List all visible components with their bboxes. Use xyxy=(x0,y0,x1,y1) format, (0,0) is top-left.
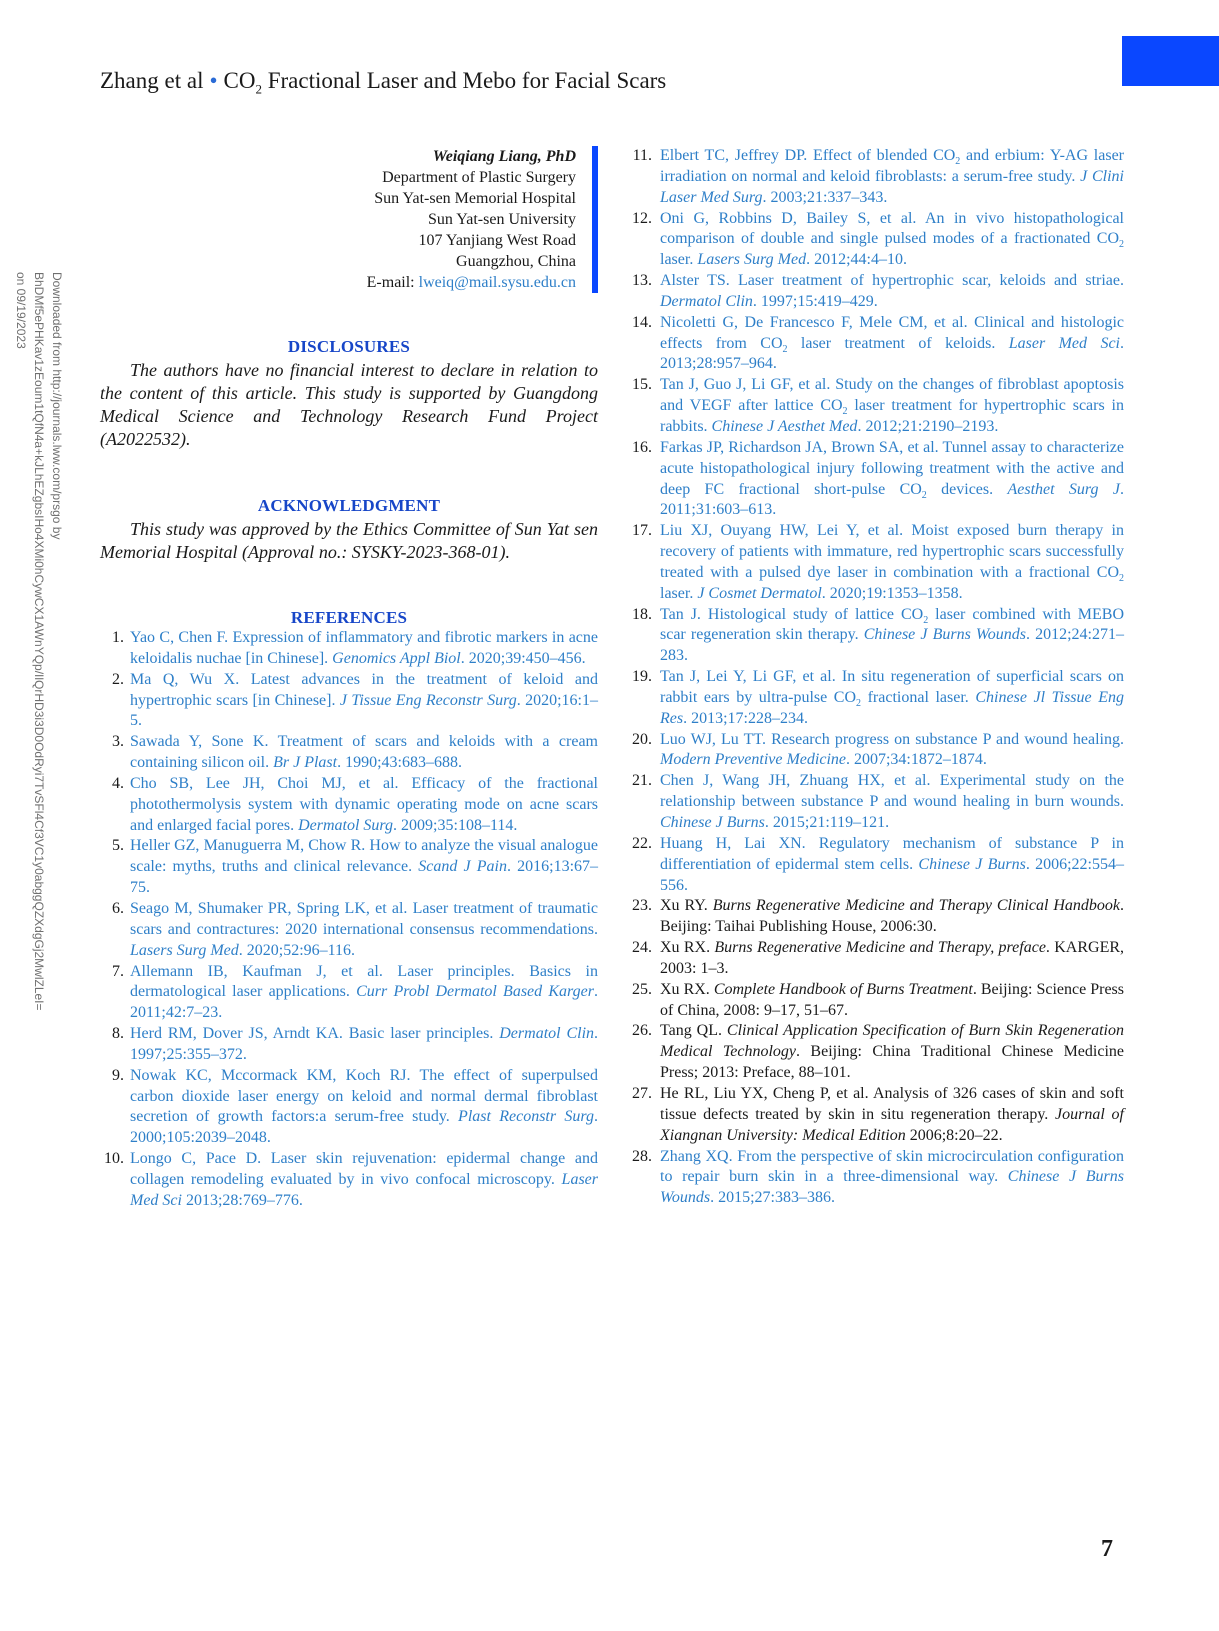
reference-item[interactable] xyxy=(100,670,598,733)
reference-body xyxy=(130,775,598,834)
reference-item[interactable] xyxy=(626,313,1124,376)
reference-body xyxy=(660,376,1124,435)
reference-citation: . 2012;21:2190–2193. xyxy=(857,417,999,435)
reference-authors-title: Luo WJ, Lu TT. Research progress on substance P and wound healing. xyxy=(660,730,1124,748)
reference-item xyxy=(626,980,1124,1022)
address-line: 107 Yanjiang West Road xyxy=(418,232,576,249)
reference-authors-title: Farkas JP, Richardson JA, Brown SA, et al. Tunnel assay to characterize acute histopathological injury following treatment with the active and deep FC fractional short-pulse $CO_2$ devices. xyxy=(660,438,1124,501)
reference-number: 20. xyxy=(632,730,652,748)
reference-authors-title: Huang H, Lai XN. Regulatory mechanism of substance P in differentiation of epidermal stem cells. xyxy=(660,834,1124,873)
reference-body xyxy=(660,272,1124,310)
right-column xyxy=(626,146,1124,1209)
reference-authors-title: Tan J, Guo J, Li GF, et al. Study on the changes of fibroblast apoptosis and VEGF after lattice $CO_2$ laser treatment for hypertrophic scars in rabbits. xyxy=(660,376,1124,435)
reference-body xyxy=(130,1067,598,1147)
reference-number: 7. xyxy=(112,962,124,980)
reference-journal: Chinese J Aesthet Med xyxy=(711,417,858,435)
reference-authors-title: Cho SB, Lee JH, Choi MJ, et al. Efficacy of the fractional photothermolysis system with dynamic operating mode on acne scars and enlarged facial pores. xyxy=(130,774,598,834)
address-line: Department of Plastic Surgery xyxy=(382,169,576,186)
reference-number: 13. xyxy=(632,272,652,290)
reference-number: 11. xyxy=(632,147,652,164)
reference-number: 5. xyxy=(112,837,124,855)
reference-citation: . 2009;35:108–114. xyxy=(393,816,518,834)
reference-body xyxy=(660,210,1124,269)
reference-number: 8. xyxy=(112,1025,124,1043)
running-head xyxy=(100,68,666,98)
reference-number: 2. xyxy=(112,670,124,688)
reference-citation: . Beijing: Science Press of China, 2008: 9–17, 51–67. xyxy=(660,980,1125,1019)
reference-body xyxy=(130,733,598,771)
reference-item[interactable] xyxy=(100,1149,598,1212)
reference-journal: Dermatol Clin xyxy=(499,1025,595,1043)
reference-item[interactable] xyxy=(626,1147,1124,1210)
reference-authors-title: Herd RM, Dover JS, Arndt KA. Basic laser principles. xyxy=(130,1025,500,1043)
acknowledgment-heading: ACKNOWLEDGMENT xyxy=(257,496,441,515)
reference-authors-title: Chen J, Wang JH, Zhuang HX, et al. Experimental study on the relationship between substance P and wound healing in burn wounds. xyxy=(660,772,1124,811)
reference-journal: Chinese J Burns Wounds xyxy=(660,1168,1124,1207)
reference-citation: . 1990;43:683–688. xyxy=(337,754,462,772)
reference-item[interactable] xyxy=(100,836,598,899)
reference-journal: Chinese J Burns xyxy=(660,814,765,831)
reference-citation: . 1997;25:355–372. xyxy=(130,1025,599,1063)
reference-journal: Modern Preventive Medicine xyxy=(660,751,846,769)
reference-body xyxy=(660,606,1124,665)
acknowledgment-text: This study was approved by the Ethics Committee of Sun Yat sen Memorial Hospital (Approval no.: SYSKY-2023-368-01). xyxy=(100,519,598,562)
reference-citation: . 2015;27:383–386. xyxy=(710,1189,835,1207)
reference-body xyxy=(130,1025,598,1063)
reference-journal: Complete Handbook of Burns Treatment xyxy=(713,980,973,998)
reference-citation: . 2020;39:450–456. xyxy=(460,649,586,667)
reference-authors-title: Elbert TC, Jeffrey DP. Effect of blended $CO_2$ and erbium: Y-AG laser irradiation on normal and keloid fibroblasts: a serum-free study. xyxy=(660,147,1124,185)
reference-journal: Dermatol Clin xyxy=(660,292,753,310)
reference-body xyxy=(660,1148,1124,1207)
reference-journal: Burns Regenerative Medicine and Therapy Clinical Handbook xyxy=(712,897,1120,915)
reference-citation: . Beijing: Taihai Publishing House, 2006:30. xyxy=(660,897,1124,936)
reference-journal: Dermatol Surg xyxy=(298,816,394,834)
reference-item[interactable] xyxy=(626,375,1124,438)
reference-authors-title: He RL, Liu YX, Cheng P, et al. Analysis of 326 cases of skin and soft tissue defects treated by skin in situ regeneration therapy. xyxy=(660,1084,1124,1123)
reference-journal: Br J Plast xyxy=(273,754,338,772)
reference-journal: Laser Med Sci xyxy=(1008,334,1120,352)
reference-authors-title: Nowak KC, Mccormack KM, Koch RJ. The effect of superpulsed carbon dioxide laser energy on keloid and normal dermal fibroblast secretion of growth factors:a serum-free study. xyxy=(130,1066,598,1126)
reference-citation: . 2020;16:1–5. xyxy=(130,691,598,730)
reference-item[interactable] xyxy=(100,962,598,1025)
reference-journal: Curr Probl Dermatol Based Karger xyxy=(356,983,594,1001)
reference-number: 18. xyxy=(632,605,652,623)
reference-authors-title: Alster TS. Laser treatment of hypertrophic scar, keloids and striae. xyxy=(660,272,1124,290)
reference-number: 12. xyxy=(632,209,652,227)
reference-journal: Laser Med Sci xyxy=(130,1170,598,1209)
reference-body xyxy=(660,147,1124,206)
reference-body xyxy=(660,939,1124,977)
running-head-authors: Zhang et al xyxy=(100,68,204,93)
address-line: Sun Yat-sen Memorial Hospital xyxy=(374,190,576,207)
references-heading: REFERENCES xyxy=(290,608,408,627)
reference-authors-title: Tan J. Histological study of lattice $CO_2$ laser combined with MEBO scar regeneration skin therapy. xyxy=(660,605,1124,644)
reference-item[interactable] xyxy=(626,438,1124,521)
reference-citation: . 2020;19:1353–1358. xyxy=(821,584,963,602)
reference-item xyxy=(626,896,1124,938)
reference-item[interactable] xyxy=(100,899,598,962)
reference-number: 3. xyxy=(112,733,124,751)
running-head-title: Fractional Laser and Mebo for Facial Scars xyxy=(261,68,667,93)
reference-journal: Scand J Pain xyxy=(418,858,507,876)
reference-citation: . 2006;22:554–556. xyxy=(660,855,1125,894)
reference-body xyxy=(130,671,598,730)
address-line: Sun Yat-sen University xyxy=(427,211,576,228)
reference-number: 16. xyxy=(632,438,652,456)
reference-list-right xyxy=(626,146,1124,1209)
reference-journal: Chinese Jl Tissue Eng Res xyxy=(660,688,1124,727)
reference-journal: Lasers Surg Med xyxy=(697,251,807,269)
reference-number: 14. xyxy=(632,313,652,331)
reference-number: 10. xyxy=(104,1150,124,1168)
author-name: Weiqiang Liang, PhD xyxy=(432,148,576,165)
reference-citation: . 2013;17:228–234. xyxy=(683,709,808,727)
reference-body xyxy=(660,772,1124,831)
reference-item[interactable] xyxy=(100,732,598,774)
disclosures-heading: DISCLOSURES xyxy=(287,337,411,356)
reference-citation: 2013;28:769–776. xyxy=(181,1191,303,1209)
reference-authors-title: Sawada Y, Sone K. Treatment of scars and keloids with a cream containing silicon oil. xyxy=(130,733,598,772)
reference-item xyxy=(626,1084,1124,1147)
reference-citation: . 1997;15:419–429. xyxy=(752,292,878,310)
reference-item[interactable] xyxy=(626,771,1124,834)
reference-citation: . 2013;28:957–964. xyxy=(660,334,1124,373)
reference-body xyxy=(660,1022,1124,1081)
reference-citation: . 2015;21:119–121. xyxy=(764,814,890,831)
reference-number: 26. xyxy=(632,1022,652,1040)
reference-number: 19. xyxy=(632,668,652,686)
reference-number: 27. xyxy=(632,1084,652,1102)
reference-citation: . 2003;21:337–343. xyxy=(762,188,888,206)
bullet-separator-icon: • xyxy=(209,68,218,93)
reference-citation: . 2012;44:4–10. xyxy=(806,251,907,269)
reference-authors-title: Xu RX. xyxy=(660,939,715,957)
reference-authors-title: Allemann IB, Kaufman J, et al. Laser principles. Basics in dermatological laser applications. xyxy=(130,962,598,1001)
reference-authors-title: Liu XJ, Ouyang HW, Lei Y, et al. Moist exposed burn therapy in recovery of patients with immature, red hypertrophic scars successfully treated with a pulsed dye laser in combination with a fractional $CO_2$ laser. xyxy=(660,522,1124,602)
page-number: 7 xyxy=(1101,1536,1113,1562)
reference-journal: Journal of Xiangnan University: Medical Edition xyxy=(660,1105,1125,1144)
reference-authors-title: Tang QL. xyxy=(660,1022,727,1040)
reference-number: 24. xyxy=(632,939,652,957)
reference-body xyxy=(660,522,1124,602)
reference-list-left xyxy=(100,628,598,1212)
reference-citation: . KARGER, 2003: 1–3. xyxy=(660,939,1125,977)
reference-number: 4. xyxy=(112,774,124,792)
reference-authors-title: Xu RY. xyxy=(660,897,713,915)
reference-item[interactable] xyxy=(100,774,598,837)
reference-body xyxy=(130,900,598,959)
reference-item[interactable] xyxy=(626,146,1124,209)
reference-journal: Lasers Surg Med xyxy=(130,941,239,959)
reference-item[interactable] xyxy=(626,667,1124,730)
reference-journal: J Tissue Eng Reconstr Surg xyxy=(339,691,517,709)
reference-journal: Genomics Appl Biol xyxy=(332,649,461,667)
email-link[interactable]: lweiq@mail.sysu.edu.cn xyxy=(418,274,576,291)
reference-body xyxy=(660,731,1124,769)
reference-number: 1. xyxy=(112,629,124,646)
reference-item xyxy=(626,938,1124,980)
reference-number: 23. xyxy=(632,897,652,915)
reference-authors-title: Heller GZ, Manuguerra M, Chow R. How to analyze the visual analogue scale: myths, truths and clinical relevance. xyxy=(130,837,598,876)
email-label: E-mail: xyxy=(366,274,419,291)
reference-authors-title: Zhang XQ. From the perspective of skin microcirculation configuration to repair burn skin in a three-dimensional way. xyxy=(660,1147,1124,1186)
disclosures-text: The authors have no financial interest to declare in relation to the content of this article. This study is supported by Guangdong Medical Science and Technology Research Fund Project (A2022532). xyxy=(100,360,598,449)
reference-item[interactable] xyxy=(626,605,1124,668)
reference-authors-title: Nicoletti G, De Francesco F, Mele CM, et al. Clinical and histologic effects from $CO_2$ laser treatment of keloids. xyxy=(660,313,1124,355)
reference-journal: Burns Regenerative Medicine and Therapy, preface xyxy=(714,939,1046,957)
reference-body xyxy=(660,981,1124,1019)
reference-authors-title: Yao C, Chen F. Expression of inflammatory and fibrotic markers in acne keloidalis nuchae [in Chinese]. xyxy=(130,629,598,667)
correspondence-address xyxy=(156,146,598,293)
reference-item[interactable] xyxy=(626,730,1124,772)
email-line xyxy=(156,272,576,293)
reference-number: 22. xyxy=(632,834,652,852)
reference-body xyxy=(660,668,1124,727)
reference-authors-title: Tan J, Lei Y, Li GF, et al. In situ regeneration of superficial scars on rabbit ears by ultra-pulse $CO_2$ fractional laser. xyxy=(660,668,1124,710)
left-column xyxy=(100,146,598,1212)
reference-citation: 2006;8:20–22. xyxy=(905,1126,1003,1144)
reference-journal: Clinical Application Specification of Burn Skin Regeneration Medical Technology xyxy=(660,1022,1124,1061)
reference-item[interactable] xyxy=(100,1024,598,1066)
running-head-co2: CO xyxy=(223,68,256,93)
reference-body xyxy=(660,439,1124,519)
reference-authors-title: Xu RX. xyxy=(660,980,714,998)
reference-body xyxy=(130,629,598,667)
reference-citation: . 2007;34:1872–1874. xyxy=(845,751,987,769)
reference-authors-title: Seago M, Shumaker PR, Spring LK, et al. Laser treatment of traumatic scars and contractures: 2020 international consensus recommendations. xyxy=(130,899,598,938)
reference-item xyxy=(626,1021,1124,1084)
reference-citation: . 2011;42:7–23. xyxy=(130,983,598,1022)
reference-body xyxy=(660,835,1124,894)
reference-citation: . 2016;13:67–75. xyxy=(130,858,599,897)
reference-item[interactable] xyxy=(626,521,1124,604)
reference-citation: . 2000;105:2039–2048. xyxy=(130,1108,598,1147)
reference-item[interactable] xyxy=(626,271,1124,313)
reference-body xyxy=(130,837,598,896)
corner-tab-marker xyxy=(1122,36,1219,86)
reference-journal: Chinese J Burns xyxy=(918,855,1026,873)
reference-journal: Aesthet Surg J xyxy=(1007,480,1120,498)
reference-journal: Chinese J Burns Wounds xyxy=(863,626,1026,644)
reference-authors-title: Oni G, Robbins D, Bailey S, et al. An in vivo histopathological comparison of double and single pulsed modes of a fractionated $CO_2$ laser. xyxy=(660,209,1124,269)
reference-body xyxy=(660,1085,1124,1144)
reference-journal: Plast Reconstr Surg xyxy=(458,1108,594,1126)
reference-citation: . 2020;52:96–116. xyxy=(238,941,356,959)
reference-item[interactable] xyxy=(626,209,1124,272)
reference-citation: . 2012;24:271–283. xyxy=(660,626,1124,665)
reference-item[interactable] xyxy=(100,628,598,670)
reference-number: 17. xyxy=(632,522,652,540)
address-line: Guangzhou, China xyxy=(456,253,576,270)
reference-number: 15. xyxy=(632,376,652,394)
running-head-co2-sub: 2 xyxy=(255,81,262,97)
reference-number: 25. xyxy=(632,980,652,998)
reference-authors-title: Longo C, Pace D. Laser skin rejuvenation: epidermal change and collagen remodeling evaluated by in vivo confocal microscopy. xyxy=(130,1150,598,1188)
reference-authors-title: Ma Q, Wu X. Latest advances in the treatment of keloid and hypertrophic scars [in Chinese]. xyxy=(130,670,598,709)
reference-item[interactable] xyxy=(626,834,1124,897)
reference-number: 6. xyxy=(112,899,124,917)
download-watermark: Downloaded from http://journals.lww.com/prsgo by BhDMf5ePHKav1zEoum1tQfN4a+kJLhEZgbsIHo4XMi0hCywCX1AWnYQp/IlQrHD3i3D0OdRyi7TvSFl4Cf3VC1y0abggQZXdgGj2MwlZLeI= on 09/19/2023 xyxy=(14,272,64,1011)
reference-number: 28. xyxy=(632,1147,652,1165)
reference-body xyxy=(660,897,1124,935)
reference-number: 9. xyxy=(112,1066,124,1084)
reference-journal: J Clini Laser Med Surg xyxy=(660,167,1124,206)
reference-citation: . 2011;31:603–613. xyxy=(660,480,1124,519)
reference-body xyxy=(130,1150,598,1209)
reference-body xyxy=(660,314,1124,373)
reference-citation: . Beijing: China Traditional Chinese Medicine Press; 2013: Preface, 88–101. xyxy=(660,1043,1124,1082)
reference-number: 21. xyxy=(632,772,652,790)
reference-item[interactable] xyxy=(100,1066,598,1149)
reference-journal: J Cosmet Dermatol xyxy=(697,584,822,602)
reference-body xyxy=(130,963,598,1022)
